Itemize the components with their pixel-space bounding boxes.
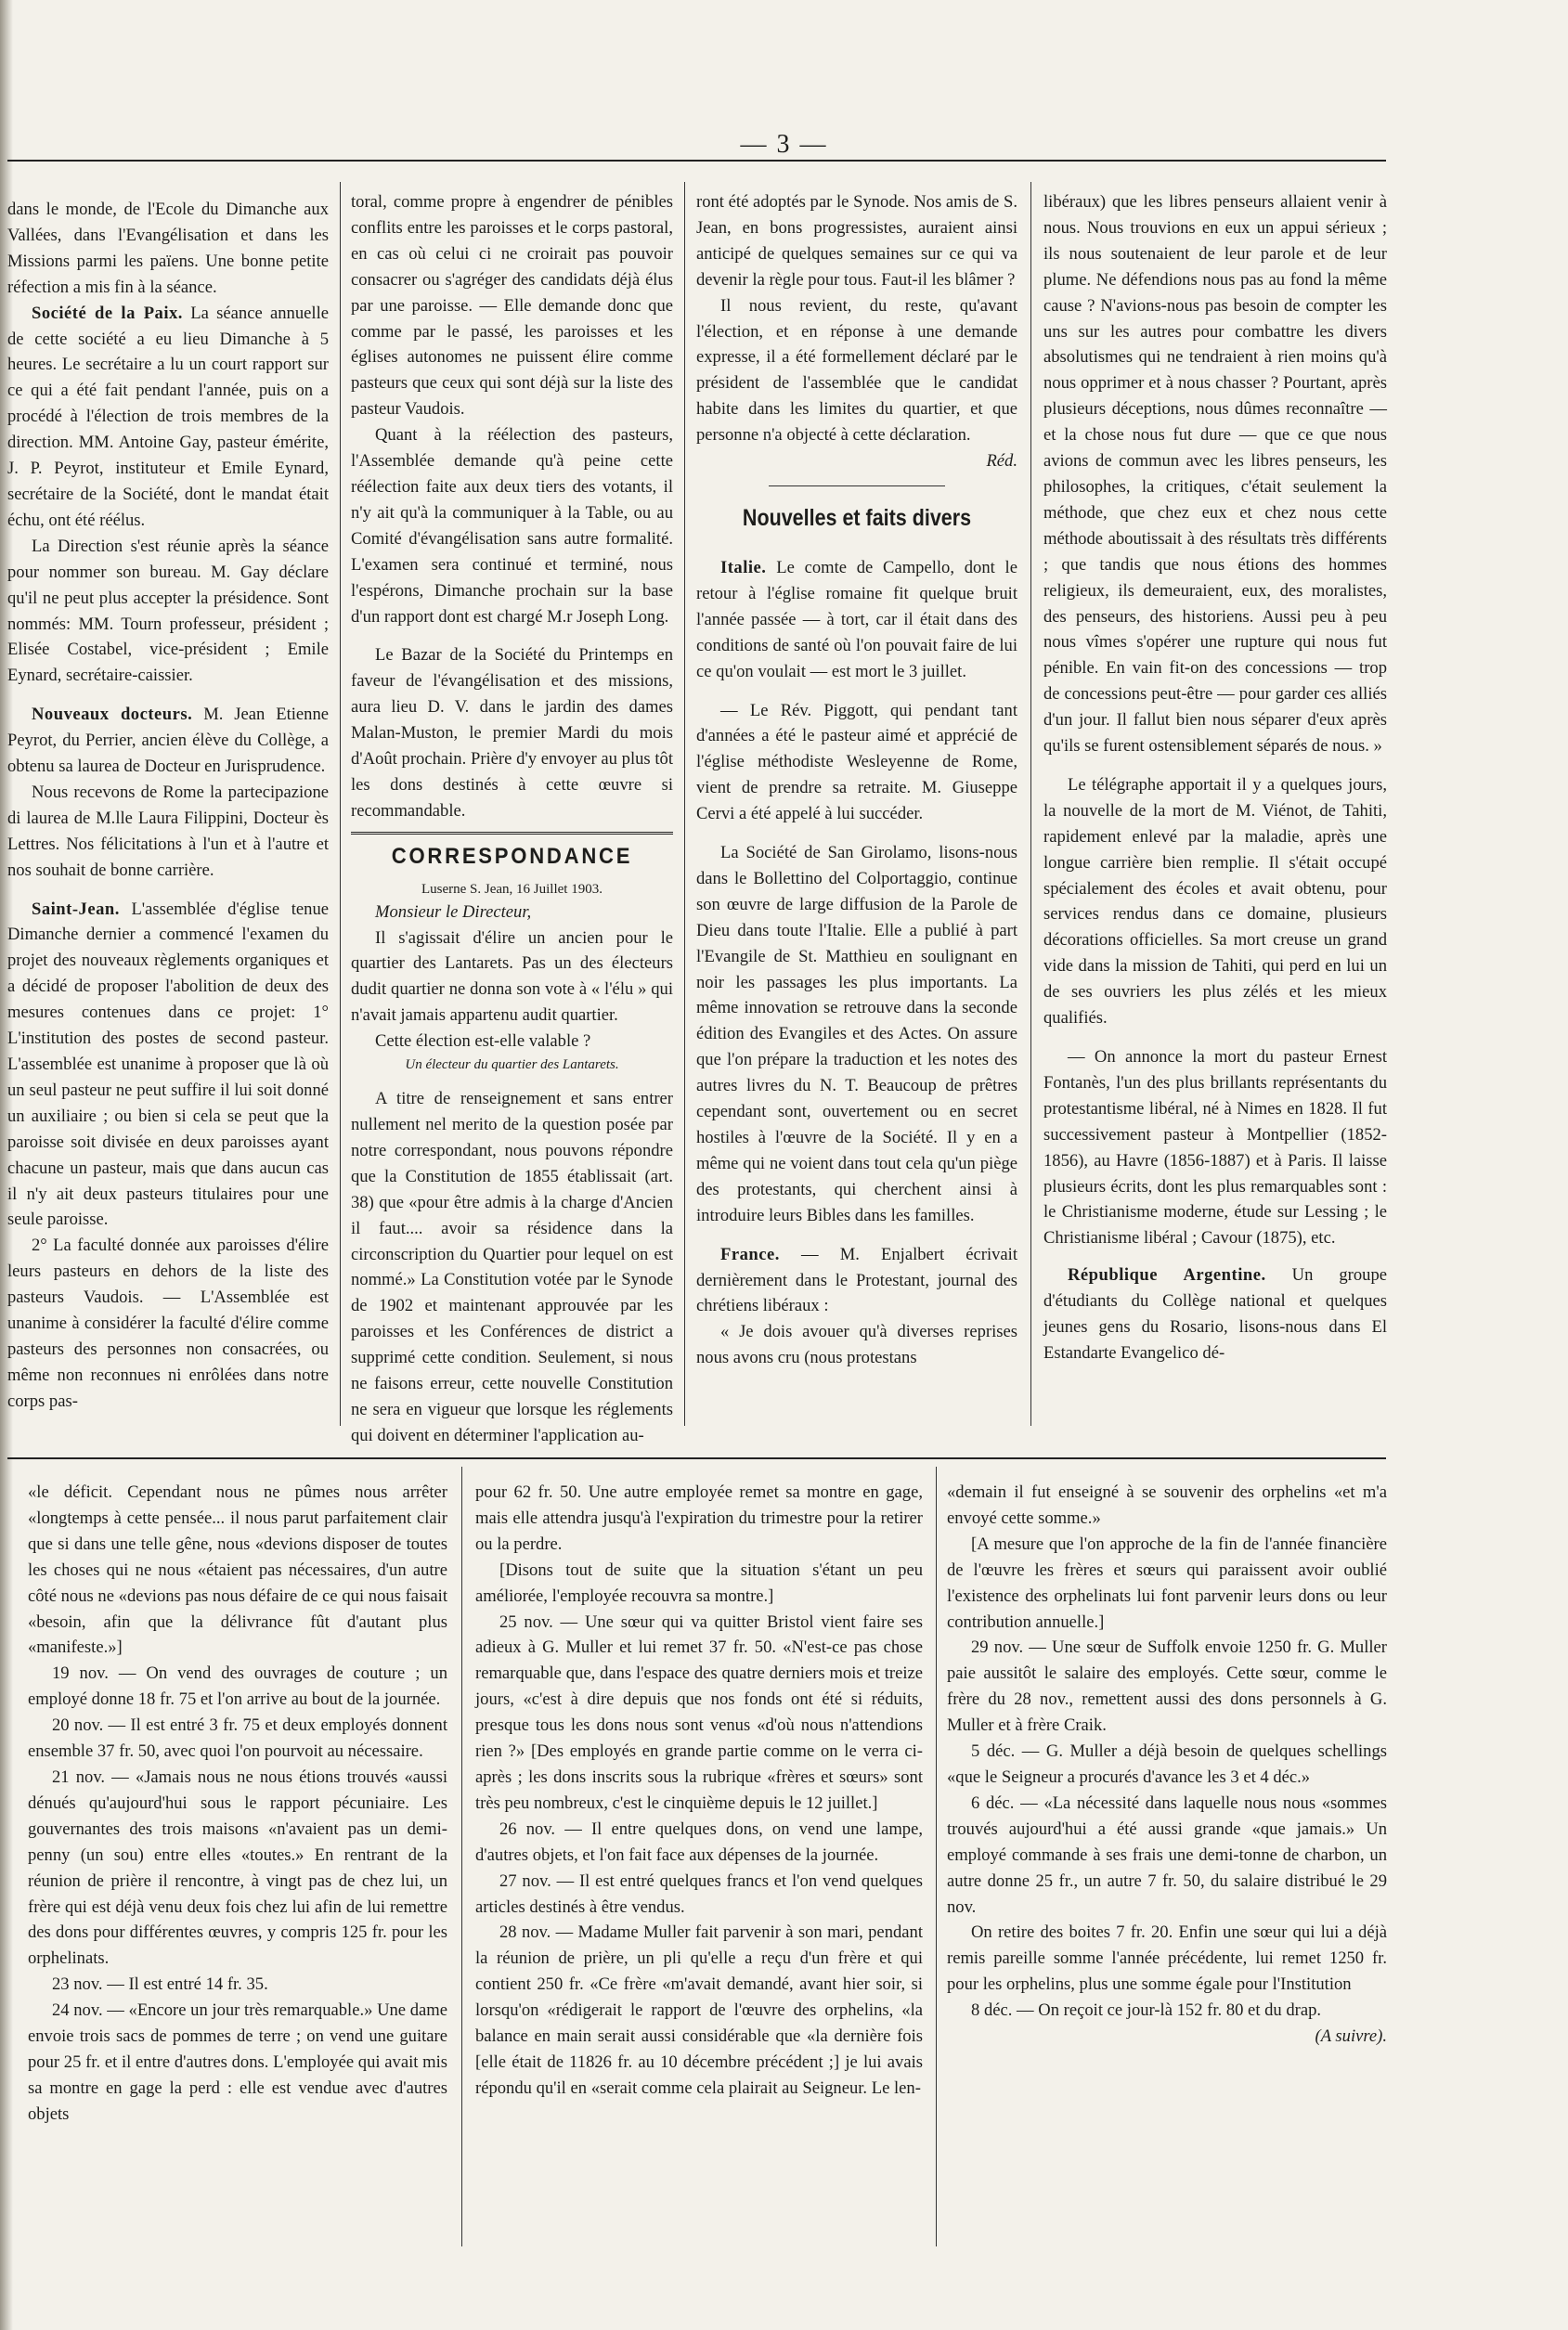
paragraph: 28 nov. — Madame Muller fait parvenir à son mari, pendant la réunion de prière, un pli qu'elle a reçu d'un frère et qui contient 250 fr. «Ce frère «m'avait demandé, avant hier soir, si lorsqu'on «rédigerait le rapport de l'œuvre des orphelins, «la balance en main serait aussi considérable que «la dernière fois [elle était de 11826 fr. au 10 décembre précédent ;] je lui avais répondu qu'il en «serait comme cela plairait au Seigneur. Le len- bbox=[475, 1922, 923, 2098]
paragraph: Il s'agissait d'élire un ancien pour le quartier des Lantarets. Pas un des électeurs dudit quartier ne donna son vote à « l'élu » qui n'avait jamais appartenu audit quartier. bbox=[351, 927, 673, 1026]
paragraph: Cette élection est-elle valable ? bbox=[375, 1031, 591, 1052]
paragraph: libéraux) que les libres penseurs allaient venir à nous. Nous trouvions en eux un appui sérieux ; ils nous soutenaient de leur parole et de leur plume. Ne défendions nous pas au fond la même cause ? N'avions-nous pas besoin de compter les uns sur les autres pour combattre les divers absolutismes qui ne tendraient à rien moins qu'à nous opprimer et à nous chasser ? Pourtant, après plusieurs déceptions, nous dûmes reconnaître — et la chose nous fut dure — que ce que nous avions de commun avec les libres penseurs, les philosophes, la critiques, c'était seulement la méthode, que chez eux et chez nous cette méthode aboutissait à des résultats très différents ; que tandis que nous étions des hommes religieux, ils demeuraient, eux, des moralistes, des penseurs, des historiens. Aussi peu à peu nous vîmes s'opérer une rupture qui nous fut pénible. En vain fit-on des concessions — trop de concessions peut-être — pour garder ces alliés d'un jour. Il fallut bien nous séparer d'eux après qu'ils se furent ostensiblement séparés de nous. » bbox=[1043, 192, 1387, 757]
column-4 bbox=[1043, 189, 1387, 1366]
paragraph: dans le monde, de l'Ecole du Dimanche aux Vallées, dans l'Evangélisation et dans les Missions parmi les païens. Une bonne petite réfection a mis fin à la séance. bbox=[7, 200, 329, 297]
column-2 bbox=[351, 189, 673, 1449]
news-section-title: Nouvelles et faits divers bbox=[742, 504, 972, 531]
correspondance-title: CORRESPONDANCE bbox=[391, 843, 633, 869]
paragraph: 23 nov. — Il est entré 14 fr. 35. bbox=[52, 1974, 268, 1995]
paragraph: 19 nov. — On vend des ouvrages de couture ; un employé donne 18 fr. 75 et l'on arrive au bout de la journée. bbox=[28, 1663, 447, 1710]
paragraph: — Le Rév. Piggott, qui pendant tant d'années a été le pasteur aimé et apprécié de l'église méthodiste Wesleyenne de Rome, vient de prendre sa retraite. M. Giuseppe Cervi a été appelé à lui succéder. bbox=[696, 700, 1017, 824]
section-heading: Saint-Jean. bbox=[32, 899, 120, 919]
paragraph: Saint-Jean. L'assemblée d'église tenue Dimanche dernier a commencé l'examen du projet des nouveaux règlements organiques et a décidé de proposer l'abolition de deux des mesures contenues dans ce projet: 1° L'institution des postes de second pasteur. L'assemblée est unanime à proposer que là où un seul pasteur ne peut suffire il lui soit donné un auxiliaire ; ou bien si cela se peut que la paroisse soit divisée en deux paroisses ayant chacune un pasteur, mais que dans aucun cas il n'y ait deux pasteurs titulaires pour une seule paroisse. bbox=[7, 899, 329, 1230]
paragraph: 25 nov. — Une sœur qui va quitter Bristol vient faire ses adieux à G. Muller et lui remet 37 fr. 50. «N'est-ce pas chose remarquable que, dans l'espace des quatre derniers mois et treize jours, «c'est à dire depuis que nos fonds ont été si réduits, presque tous les dons nous sont venus «d'où nous n'attendions rien ?» [Des employés en grande partie comme on le verra ci-après ; les dons inscrits sous la rubrique «frères et sœurs» sont très peu nombreux, c'est le cinquième depuis le 12 juillet.] bbox=[475, 1612, 923, 1813]
paragraph: La Société de San Girolamo, lisons-nous dans le Bollettino del Colportaggio, continue son œuvre de large diffusion de la Parole de Dieu dans toute l'Italie. Elle a publié à part l'Evangile de St. Matthieu en soulignant en noir les passages les plus importants. La même innovation se retrouve dans la seconde édition des Evangiles et des Actes. On assure que l'on prépare la traduction et les notes des autres livres du N. T. Beaucoup de prêtres cependant sont, ouvertement ou en secret hostiles à l'œuvre de la Société. Il y en a même qui ne voient dans tout cela qu'un piège des protestants, qui cherchent ainsi à introduire leurs Bibles dans les familles. bbox=[696, 843, 1017, 1225]
paragraph: 26 nov. — Il entre quelques dons, on vend une lampe, d'autres objets, et l'on fait face aux dépenses de la journée. bbox=[475, 1819, 923, 1865]
paragraph: Nouveaux docteurs. M. Jean Etienne Peyrot, du Perrier, ancien élève du Collège, a obtenu sa laurea de Docteur en Jurisprudence. bbox=[7, 705, 330, 777]
paragraph: Italie. Le comte de Campello, dont le retour à l'église romaine fit quelque bruit l'année passée — à tort, car il était dans des conditions de santé où l'on pouvait faire de lui ce qu'on voulait — est mort le 3 juillet. bbox=[696, 557, 1017, 681]
paragraph: France. — M. Enjalbert écrivait dernièrement dans le Protestant, journal des chrétiens libéraux : bbox=[696, 1244, 1017, 1316]
paragraph: « Je dois avouer qu'à diverses reprises nous avons cru (nous protestans bbox=[696, 1322, 1017, 1368]
paragraph: République Argentine. Un groupe d'étudiants du Collège national et quelques jeunes gens du Rosario, lisons-nous dans El Estandarte Evangelico dé- bbox=[1043, 1265, 1388, 1363]
paragraph: — On annonce la mort du pasteur Ernest Fontanès, l'un des plus brillants représentants du protestantisme libéral, né à Nimes en 1828. Il fut successivement pasteur à Montpellier (1852-1856), au Havre (1856-1887) et à Paris. Il laisse plusieurs écrits, dont les plus remarquables sont : le Christianisme moderne, étude sur Lessing ; le Christianisme libéral ; Cavour (1875), etc. bbox=[1043, 1047, 1387, 1249]
column-1 bbox=[7, 197, 329, 1415]
paragraph: «le déficit. Cependant nous ne pûmes nous arrêter «longtemps à cette pensée... il nous parut parfaitement clair que si dans une telle gêne, nous «devions disposer de toutes les choses qui ne nous «étaient pas nécessaires, d'un autre côté nous ne «devions pas nous défaire de ce qui nous faisait «besoin, afin que la délivrance fût d'autant plus «manifeste.»] bbox=[28, 1482, 447, 1658]
paragraph: Société de la Paix. La séance annuelle de cette société a eu lieu Dimanche à 5 heures. Le secrétaire a lu un court rapport sur ce qui a été fait pendant l'année, puis on a procédé à l'élection de trois membres de la direction. MM. Antoine Gay, pasteur émérite, J. P. Peyrot, instituteur et Emile Eynard, secrétaire de la Société, dont le mandat était échu, ont été réélus. bbox=[7, 303, 329, 530]
paragraph: Il nous revient, du reste, qu'avant l'élection, et en réponse à une demande expresse, il a été formellement déclaré par le président de l'assemblée que le candidat habite dans les limites du quartier, et que personne n'a objecté à cette déclaration. bbox=[696, 295, 1017, 446]
paragraph: [Disons tout de suite que la situation s'étant un peu améliorée, l'employée recouvra sa montre.] bbox=[475, 1560, 923, 1606]
feuilleton-rule bbox=[7, 1457, 1386, 1459]
continuation-note: (A suivre). bbox=[1315, 2026, 1387, 2047]
bottom-column-3 bbox=[947, 1480, 1387, 2050]
section-heading: Société de la Paix. bbox=[32, 303, 183, 323]
paragraph: Quant à la réélection des pasteurs, l'Assemblée demande qu'à peine cette réélection faite aux deux tiers des votants, il n'y ait qu'à la communiquer à la Table, ou au Comité d'évangélisation sans autre formalité. L'examen sera continué et terminé, nous l'espérons, Dimanche prochain sur la base d'un rapport dont est chargé M.r Joseph Long. bbox=[351, 425, 673, 627]
paragraph: Le Bazar de la Société du Printemps en faveur de l'évangélisation et des missions, aura lieu D. V. dans le jardin des dames Malan-Muston, le premier Mardi du mois d'Août prochain. Prière d'y envoyer au plus tôt les dons destinés à cette œuvre si recommandable. bbox=[351, 645, 673, 821]
bottom-column-1 bbox=[28, 1480, 447, 2128]
paragraph: 24 nov. — «Encore un jour très remarquable.» Une dame envoie trois sacs de pommes de terre ; on vend une guitare pour 25 fr. et il entre d'autres dons. L'employée qui avait mis sa montre en gage la perd : elle est vendue avec d'autres objets bbox=[28, 2000, 447, 2124]
section-heading: République Argentine. bbox=[1068, 1265, 1266, 1286]
paragraph: 8 déc. — On reçoit ce jour-là 152 fr. 80 et du drap. bbox=[971, 2000, 1322, 2021]
section-heading: Italie. bbox=[720, 557, 767, 577]
column-divider bbox=[684, 182, 685, 1426]
letter-salutation: Monsieur le Directeur, bbox=[375, 901, 532, 922]
paragraph: pour 62 fr. 50. Une autre employée remet sa montre en gage, mais elle attendra jusqu'à l'expiration du trimestre pour la retirer ou la perdre. bbox=[475, 1482, 923, 1554]
paragraph: 20 nov. — Il est entré 3 fr. 75 et deux employés donnent ensemble 37 fr. 50, avec quoi l'on pourvoit au nécessaire. bbox=[28, 1715, 447, 1762]
section-rule bbox=[351, 832, 673, 835]
editor-signature: Réd. bbox=[986, 451, 1017, 472]
column-divider bbox=[461, 1467, 462, 2246]
paragraph: ront été adoptés par le Synode. Nos amis de S. Jean, en bons progressistes, auraient ainsi anticipé de quelques semaines sur ce qui va devenir la règle pour tous. Faut-il les blâmer ? bbox=[696, 192, 1017, 290]
paragraph: 27 nov. — Il est entré quelques francs et l'on vend quelques articles destinés à être vendus. bbox=[475, 1870, 923, 1917]
section-heading: France. bbox=[720, 1244, 780, 1264]
letter-signature: Un électeur du quartier des Lantarets. bbox=[405, 1057, 619, 1073]
paragraph: toral, comme propre à engendrer de pénibles conflits entre les paroisses et le corps pastoral, en cas où celui ci ne croirait pas pouvoir consacrer ou s'agréger des candidats déjà élus par une paroisse. — Elle demande donc que comme par le passé, les paroisses et les églises autonomes ne puissent élire comme pasteurs que ceux qui sont déjà sur la liste des pasteur Vaudois. bbox=[351, 192, 673, 420]
section-rule bbox=[769, 485, 945, 486]
page-number: — 3 — bbox=[740, 130, 828, 159]
paragraph: «demain il fut enseigné à se souvenir des orphelins «et m'a envoyé cette somme.» bbox=[947, 1482, 1387, 1528]
paragraph: On retire des boites 7 fr. 20. Enfin une sœur qui lui a déjà remis pareille somme l'année précédente, lui remet 1250 fr. pour les orphelins, plus une somme égale pour l'Institution bbox=[947, 1922, 1387, 1995]
paragraph: A titre de renseignement et sans entrer nullement nel merito de la question posée par notre correspondant, nous pouvons répondre que la Constitution de 1855 établissait (art. 38) que «pour être admis à la charge d'Ancien il faut.... avoir sa résidence dans la circonscription du Quartier pour lequel on est nommé.» La Constitution votée par le Synode de 1902 et maintenant approuvée par les paroisses et les Conférences de district a supprimé cette condition. Seulement, si nous ne faisons erreur, cette nouvelle Constitution ne sera en vigueur que lorsque les réglements qui doivent en déterminer l'application au- bbox=[351, 1089, 673, 1445]
paragraph: 6 déc. — «La nécessité dans laquelle nous nous «sommes trouvés aujourd'hui a été aussi grande «que jamais.» Un employé commande à ses frais une demi-tonne de charbon, un autre donne 25 fr., un autre 7 fr. 50, du salaire distribué le 29 nov. bbox=[947, 1793, 1387, 1917]
paragraph: Le télégraphe apportait il y a quelques jours, la nouvelle de la mort de M. Viénot, de Tahiti, rapidement enlevé par la maladie, après une longue carrière bien remplie. Il s'était occupé spécialement des écoles et avait obtenu, pour services rendus dans ce domaine, plusieurs décorations officielles. Sa mort creuse un grand vide dans la mission de Tahiti, qui perd en lui un de ses ouvriers les plus zélés et les mieux qualifiés. bbox=[1043, 774, 1387, 1029]
paragraph: [A mesure que l'on approche de la fin de l'année financière de l'œuvre les frères et sœurs qui paraissent avoir oublié l'existence des orphelinats lui font parvenir leurs dons ou leur contribution annuelle.] bbox=[947, 1534, 1387, 1632]
paragraph: 21 nov. — «Jamais nous ne nous étions trouvés «aussi dénués qu'aujourd'hui sous le rapport pécuniaire. Les gouvernantes des trois maisons «n'avaient pas un demi-penny (un sou) entre elles «toutes.» En rentrant de la réunion de prière il rencontre, à vingt pas de chez lui, un frère qui est déjà venu deux fois chez lui afin de lui remettre des dons pour différentes œuvres, y compris 125 fr. pour les orphelinats. bbox=[28, 1767, 447, 1969]
paragraph: La Direction s'est réunie après la séance pour nommer son bureau. M. Gay déclare qu'il ne peut plus accepter la présidence. Sont nommés: MM. Tourn professeur, président ; Elisée Costabel, vice-président ; Emile Eynard, secrétaire-caissier. bbox=[7, 536, 329, 686]
paragraph: 29 nov. — Une sœur de Suffolk envoie 1250 fr. G. Muller paie aussitôt le salaire des employés. Cette sœur, comme le frère du 28 nov., remettent aussi des dons personnels à G. Muller et à frère Craik. bbox=[947, 1637, 1387, 1736]
header-rule bbox=[7, 160, 1386, 162]
section-heading: Nouveaux docteurs. bbox=[32, 705, 193, 725]
paragraph: 2° La faculté donnée aux paroisses d'élire leurs pasteurs en dehors de la liste des pasteurs Vaudois. — L'Assemblée est unanime à considérer la faculté d'élire comme pasteurs des personnes non consacrées, ou même non reconnues ni enrôlées dans notre corps pas- bbox=[7, 1236, 329, 1411]
paragraph: Nous recevons de Rome la partecipazione di laurea de M.lle Laura Filippini, Docteur ès Lettres. Nos félicitations à l'un et à l'autre et nos souhait de bonne carrière. bbox=[7, 782, 329, 880]
paragraph: 5 déc. — G. Muller a déjà besoin de quelques schellings «que le Seigneur a procurés d'avance les 3 et 4 déc.» bbox=[947, 1741, 1387, 1787]
bottom-column-2 bbox=[475, 1480, 923, 2102]
column-divider bbox=[340, 182, 341, 1426]
letter-date: Luserne S. Jean, 16 Juillet 1903. bbox=[421, 881, 603, 897]
column-3 bbox=[696, 189, 1017, 1371]
column-divider bbox=[936, 1467, 937, 2246]
column-divider bbox=[1030, 182, 1031, 1426]
